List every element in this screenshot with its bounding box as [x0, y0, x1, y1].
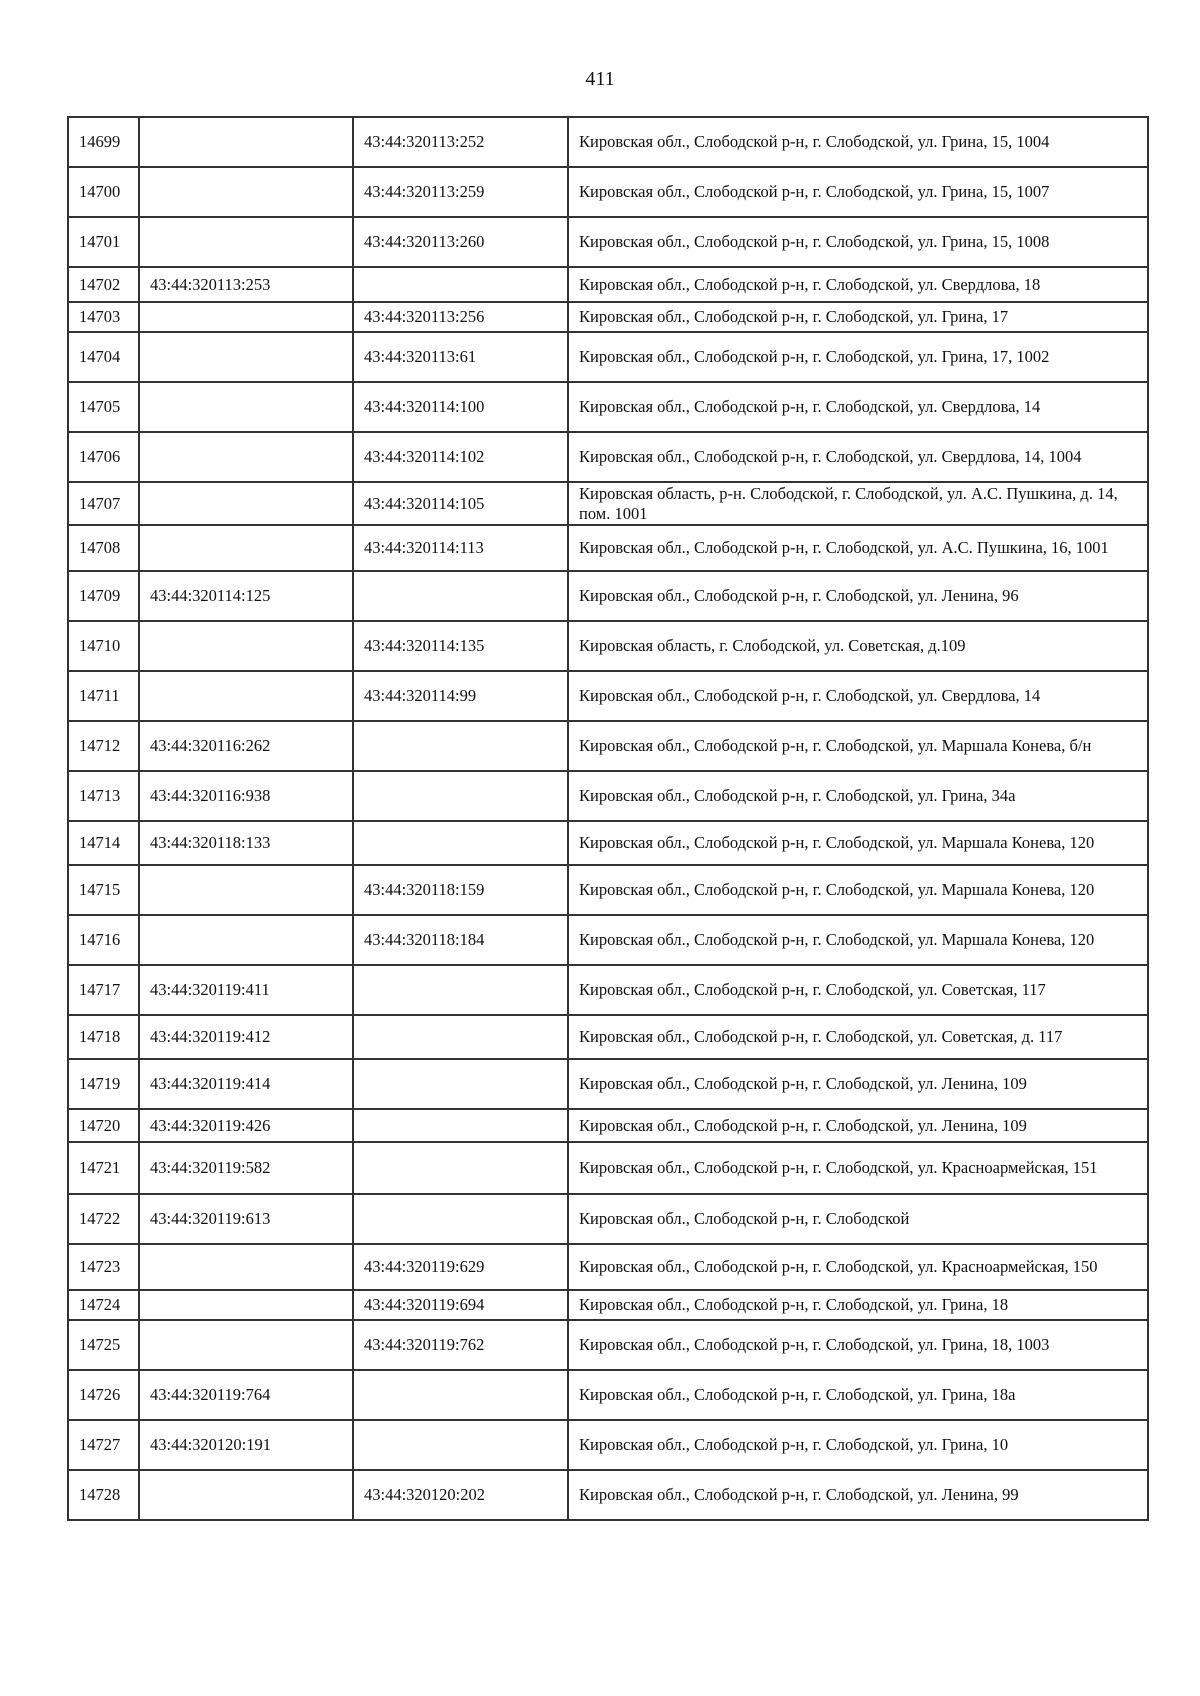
- table-row: [68, 821, 1148, 865]
- row-number-cell: 14722: [68, 1194, 139, 1244]
- row-number-cell: 14724: [68, 1290, 139, 1320]
- object-cadastral-number-cell: [353, 1420, 568, 1470]
- land-cadastral-number-cell: 43:44:320118:133: [139, 821, 353, 865]
- land-cadastral-number-cell: 43:44:320116:262: [139, 721, 353, 771]
- table-row: [68, 865, 1148, 915]
- object-cadastral-number-cell: 43:44:320114:102: [353, 432, 568, 482]
- object-cadastral-number-cell: [353, 571, 568, 621]
- land-cadastral-number-cell: [139, 332, 353, 382]
- address-cell: Кировская обл., Слободской р-н, г. Слободской, ул. Ленина, 99: [568, 1470, 1148, 1520]
- object-cadastral-number-cell: 43:44:320114:100: [353, 382, 568, 432]
- land-cadastral-number-cell: [139, 302, 353, 332]
- table-row: [68, 1290, 1148, 1320]
- object-cadastral-number-cell: [353, 1194, 568, 1244]
- land-cadastral-number-cell: [139, 671, 353, 721]
- address-cell: Кировская обл., Слободской р-н, г. Слободской, ул. Грина, 15, 1008: [568, 217, 1148, 267]
- table-row: [68, 1109, 1148, 1142]
- table-row: [68, 302, 1148, 332]
- object-cadastral-number-cell: 43:44:320118:184: [353, 915, 568, 965]
- address-cell: Кировская обл., Слободской р-н, г. Слободской, ул. Грина, 18: [568, 1290, 1148, 1320]
- land-cadastral-number-cell: [139, 525, 353, 571]
- row-number-cell: 14720: [68, 1109, 139, 1142]
- row-number-cell: 14703: [68, 302, 139, 332]
- address-cell: Кировская обл., Слободской р-н, г. Слободской, ул. Свердлова, 14: [568, 671, 1148, 721]
- row-number-cell: 14728: [68, 1470, 139, 1520]
- table-row: [68, 267, 1148, 302]
- table-row: [68, 167, 1148, 217]
- row-number-cell: 14726: [68, 1370, 139, 1420]
- object-cadastral-number-cell: [353, 1370, 568, 1420]
- row-number-cell: 14706: [68, 432, 139, 482]
- table-row: [68, 965, 1148, 1015]
- row-number-cell: 14715: [68, 865, 139, 915]
- address-cell: Кировская обл., Слободской р-н, г. Слободской, ул. Красноармейская, 150: [568, 1244, 1148, 1290]
- object-cadastral-number-cell: 43:44:320113:256: [353, 302, 568, 332]
- land-cadastral-number-cell: [139, 1244, 353, 1290]
- table-row: [68, 1470, 1148, 1520]
- row-number-cell: 14707: [68, 482, 139, 525]
- row-number-cell: 14718: [68, 1015, 139, 1059]
- land-cadastral-number-cell: [139, 432, 353, 482]
- row-number-cell: 14705: [68, 382, 139, 432]
- address-cell: Кировская область, р-н. Слободской, г. Слободской, ул. А.С. Пушкина, д. 14, пом. 1001: [568, 482, 1148, 525]
- object-cadastral-number-cell: 43:44:320113:61: [353, 332, 568, 382]
- address-cell: Кировская обл., Слободской р-н, г. Слободской, ул. Ленина, 109: [568, 1109, 1148, 1142]
- address-cell: Кировская обл., Слободской р-н, г. Слободской, ул. Ленина, 96: [568, 571, 1148, 621]
- object-cadastral-number-cell: [353, 965, 568, 1015]
- address-cell: Кировская обл., Слободской р-н, г. Слободской, ул. Грина, 34а: [568, 771, 1148, 821]
- row-number-cell: 14699: [68, 117, 139, 167]
- object-cadastral-number-cell: 43:44:320114:135: [353, 621, 568, 671]
- object-cadastral-number-cell: 43:44:320119:629: [353, 1244, 568, 1290]
- row-number-cell: 14719: [68, 1059, 139, 1109]
- row-number-cell: 14712: [68, 721, 139, 771]
- table-row: [68, 117, 1148, 167]
- address-cell: Кировская обл., Слободской р-н, г. Слободской, ул. Маршала Конева, 120: [568, 821, 1148, 865]
- address-cell: Кировская обл., Слободской р-н, г. Слободской, ул. Ленина, 109: [568, 1059, 1148, 1109]
- registry-table: [67, 116, 1149, 1521]
- address-cell: Кировская обл., Слободской р-н, г. Слободской, ул. Советская, д. 117: [568, 1015, 1148, 1059]
- table-row: [68, 621, 1148, 671]
- row-number-cell: 14710: [68, 621, 139, 671]
- object-cadastral-number-cell: [353, 771, 568, 821]
- address-cell: Кировская обл., Слободской р-н, г. Слободской, ул. Свердлова, 18: [568, 267, 1148, 302]
- object-cadastral-number-cell: [353, 1142, 568, 1194]
- object-cadastral-number-cell: [353, 1109, 568, 1142]
- table-row: [68, 432, 1148, 482]
- row-number-cell: 14713: [68, 771, 139, 821]
- address-cell: Кировская обл., Слободской р-н, г. Слободской, ул. Маршала Конева, 120: [568, 915, 1148, 965]
- table-row: [68, 1420, 1148, 1470]
- land-cadastral-number-cell: 43:44:320119:764: [139, 1370, 353, 1420]
- row-number-cell: 14717: [68, 965, 139, 1015]
- address-cell: Кировская обл., Слободской р-н, г. Слободской, ул. Грина, 15, 1004: [568, 117, 1148, 167]
- table-row: [68, 382, 1148, 432]
- address-cell: Кировская обл., Слободской р-н, г. Слободской, ул. Красноармейская, 151: [568, 1142, 1148, 1194]
- address-cell: Кировская обл., Слободской р-н, г. Слободской, ул. Грина, 15, 1007: [568, 167, 1148, 217]
- table-row: [68, 217, 1148, 267]
- table-row: [68, 571, 1148, 621]
- table-row: [68, 671, 1148, 721]
- address-cell: Кировская обл., Слободской р-н, г. Слободской, ул. Грина, 17, 1002: [568, 332, 1148, 382]
- land-cadastral-number-cell: [139, 1290, 353, 1320]
- object-cadastral-number-cell: [353, 267, 568, 302]
- address-cell: Кировская обл., Слободской р-н, г. Слободской, ул. Грина, 17: [568, 302, 1148, 332]
- row-number-cell: 14702: [68, 267, 139, 302]
- land-cadastral-number-cell: [139, 865, 353, 915]
- object-cadastral-number-cell: 43:44:320114:113: [353, 525, 568, 571]
- land-cadastral-number-cell: [139, 217, 353, 267]
- land-cadastral-number-cell: 43:44:320119:411: [139, 965, 353, 1015]
- row-number-cell: 14711: [68, 671, 139, 721]
- table-row: [68, 332, 1148, 382]
- row-number-cell: 14723: [68, 1244, 139, 1290]
- page-number: 411: [585, 68, 615, 90]
- address-cell: Кировская обл., Слободской р-н, г. Слободской, ул. Грина, 18а: [568, 1370, 1148, 1420]
- address-cell: Кировская обл., Слободской р-н, г. Слободской, ул. А.С. Пушкина, 16, 1001: [568, 525, 1148, 571]
- table-row: [68, 1370, 1148, 1420]
- address-cell: Кировская обл., Слободской р-н, г. Слободской, ул. Свердлова, 14: [568, 382, 1148, 432]
- table-row: [68, 525, 1148, 571]
- land-cadastral-number-cell: 43:44:320119:582: [139, 1142, 353, 1194]
- address-cell: Кировская обл., Слободской р-н, г. Слободской, ул. Грина, 10: [568, 1420, 1148, 1470]
- land-cadastral-number-cell: 43:44:320116:938: [139, 771, 353, 821]
- object-cadastral-number-cell: 43:44:320118:159: [353, 865, 568, 915]
- address-cell: Кировская обл., Слободской р-н, г. Слободской, ул. Свердлова, 14, 1004: [568, 432, 1148, 482]
- table-row: [68, 771, 1148, 821]
- object-cadastral-number-cell: 43:44:320113:260: [353, 217, 568, 267]
- land-cadastral-number-cell: [139, 915, 353, 965]
- row-number-cell: 14708: [68, 525, 139, 571]
- land-cadastral-number-cell: [139, 167, 353, 217]
- table-row: [68, 1320, 1148, 1370]
- land-cadastral-number-cell: [139, 621, 353, 671]
- object-cadastral-number-cell: 43:44:320113:252: [353, 117, 568, 167]
- address-cell: Кировская обл., Слободской р-н, г. Слободской, ул. Маршала Конева, 120: [568, 865, 1148, 915]
- land-cadastral-number-cell: [139, 482, 353, 525]
- object-cadastral-number-cell: 43:44:320113:259: [353, 167, 568, 217]
- object-cadastral-number-cell: 43:44:320119:694: [353, 1290, 568, 1320]
- row-number-cell: 14701: [68, 217, 139, 267]
- object-cadastral-number-cell: 43:44:320119:762: [353, 1320, 568, 1370]
- land-cadastral-number-cell: 43:44:320120:191: [139, 1420, 353, 1470]
- table-row: [68, 1142, 1148, 1194]
- land-cadastral-number-cell: [139, 117, 353, 167]
- land-cadastral-number-cell: 43:44:320119:412: [139, 1015, 353, 1059]
- object-cadastral-number-cell: 43:44:320114:105: [353, 482, 568, 525]
- row-number-cell: 14727: [68, 1420, 139, 1470]
- object-cadastral-number-cell: [353, 1059, 568, 1109]
- row-number-cell: 14704: [68, 332, 139, 382]
- address-cell: Кировская обл., Слободской р-н, г. Слободской: [568, 1194, 1148, 1244]
- registry-table-body: [68, 117, 1148, 1520]
- row-number-cell: 14709: [68, 571, 139, 621]
- address-cell: Кировская обл., Слободской р-н, г. Слободской, ул. Маршала Конева, б/н: [568, 721, 1148, 771]
- address-cell: Кировская область, г. Слободской, ул. Советская, д.109: [568, 621, 1148, 671]
- object-cadastral-number-cell: 43:44:320120:202: [353, 1470, 568, 1520]
- table-row: [68, 1015, 1148, 1059]
- table-row: [68, 915, 1148, 965]
- table-row: [68, 1059, 1148, 1109]
- row-number-cell: 14725: [68, 1320, 139, 1370]
- row-number-cell: 14721: [68, 1142, 139, 1194]
- land-cadastral-number-cell: 43:44:320119:414: [139, 1059, 353, 1109]
- table-row: [68, 482, 1148, 525]
- table-row: [68, 1244, 1148, 1290]
- land-cadastral-number-cell: 43:44:320119:426: [139, 1109, 353, 1142]
- land-cadastral-number-cell: 43:44:320113:253: [139, 267, 353, 302]
- land-cadastral-number-cell: [139, 1470, 353, 1520]
- object-cadastral-number-cell: [353, 821, 568, 865]
- address-cell: Кировская обл., Слободской р-н, г. Слободской, ул. Грина, 18, 1003: [568, 1320, 1148, 1370]
- row-number-cell: 14714: [68, 821, 139, 865]
- land-cadastral-number-cell: [139, 1320, 353, 1370]
- table-row: [68, 1194, 1148, 1244]
- table-row: [68, 721, 1148, 771]
- land-cadastral-number-cell: 43:44:320119:613: [139, 1194, 353, 1244]
- address-cell: Кировская обл., Слободской р-н, г. Слободской, ул. Советская, 117: [568, 965, 1148, 1015]
- land-cadastral-number-cell: [139, 382, 353, 432]
- land-cadastral-number-cell: 43:44:320114:125: [139, 571, 353, 621]
- object-cadastral-number-cell: [353, 1015, 568, 1059]
- object-cadastral-number-cell: [353, 721, 568, 771]
- row-number-cell: 14716: [68, 915, 139, 965]
- object-cadastral-number-cell: 43:44:320114:99: [353, 671, 568, 721]
- row-number-cell: 14700: [68, 167, 139, 217]
